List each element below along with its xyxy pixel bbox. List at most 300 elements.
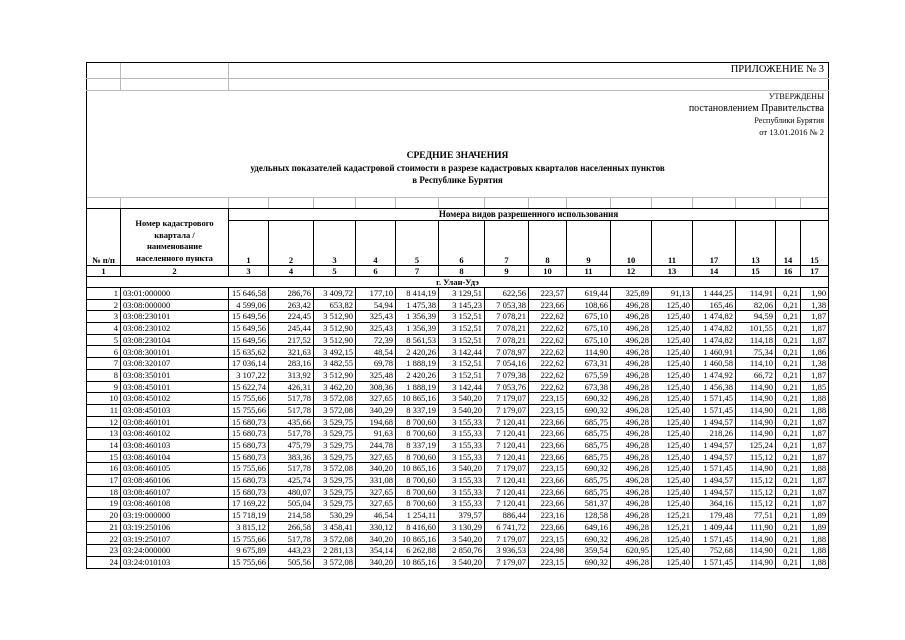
cadastral-quarter-cell: 03:08:350101	[121, 369, 229, 381]
value-cell: 7 078,21	[485, 334, 529, 346]
value-cell: 0,21	[776, 533, 801, 545]
table-header-row	[87, 209, 829, 221]
value-cell: 283,16	[269, 358, 314, 370]
value-cell: 3 529,75	[314, 439, 356, 451]
blank-cell	[801, 198, 829, 209]
value-cell: 7 078,21	[485, 311, 529, 323]
value-cell: 3 492,15	[314, 346, 356, 358]
value-cell: 1 409,44	[693, 521, 736, 533]
value-cell: 496,28	[611, 475, 652, 487]
value-cell: 1 254,11	[396, 510, 439, 522]
value-cell: 1,87	[801, 475, 829, 487]
value-cell: 1,87	[801, 416, 829, 428]
value-cell: 91,13	[652, 288, 693, 300]
value-cell: 125,40	[652, 369, 693, 381]
cadastral-quarter-cell: 03:08:230102	[121, 323, 229, 335]
value-cell: 7 120,41	[485, 498, 529, 510]
blank-cell	[314, 198, 356, 209]
value-cell: 114,18	[736, 334, 776, 346]
row-number-cell: 11	[87, 404, 121, 416]
value-cell: 179,48	[693, 510, 736, 522]
table-row	[87, 416, 829, 428]
value-cell: 7 078,97	[485, 346, 529, 358]
value-cell: 325,89	[611, 288, 652, 300]
value-cell: 15 680,73	[229, 416, 269, 428]
table-row	[87, 439, 829, 451]
use-type-number-header: 17	[693, 221, 736, 266]
value-cell: 266,58	[269, 521, 314, 533]
blank-cell	[121, 79, 229, 91]
value-cell: 7 053,38	[485, 299, 529, 311]
value-cell: 125,40	[652, 545, 693, 557]
value-cell: 111,90	[736, 521, 776, 533]
spacer-grid-row	[87, 198, 829, 209]
value-cell: 3 155,33	[439, 416, 485, 428]
value-cell: 0,21	[776, 404, 801, 416]
value-cell: 1,87	[801, 498, 829, 510]
document-title: СРЕДНИЕ ЗНАЧЕНИЯ	[87, 151, 829, 163]
value-cell: 325,43	[356, 323, 396, 335]
value-cell: 685,75	[567, 416, 611, 428]
value-cell: 222,62	[529, 369, 567, 381]
value-cell: 313,92	[269, 369, 314, 381]
value-cell: 496,28	[611, 369, 652, 381]
value-cell: 496,28	[611, 463, 652, 475]
value-cell: 7 078,21	[485, 323, 529, 335]
value-cell: 125,40	[652, 358, 693, 370]
blank-cell	[529, 198, 567, 209]
value-cell: 3 572,08	[314, 556, 356, 568]
table-row	[87, 510, 829, 522]
document-subtitle-line1: удельных показателей кадастровой стоимости в разрезе кадастровых кварталов населенных пунктов	[87, 163, 829, 175]
column-index-cell: 7	[396, 266, 439, 277]
blank-cell	[229, 79, 829, 91]
value-cell: 223,66	[529, 299, 567, 311]
value-cell: 3 155,33	[439, 451, 485, 463]
value-cell: 685,75	[567, 428, 611, 440]
column-index-cell: 8	[439, 266, 485, 277]
value-cell: 443,23	[269, 545, 314, 557]
value-cell: 3 529,75	[314, 451, 356, 463]
value-cell: 325,48	[356, 369, 396, 381]
value-cell: 496,28	[611, 334, 652, 346]
decree-date-row	[87, 127, 829, 139]
blank-cell	[87, 187, 829, 198]
value-cell: 15 680,73	[229, 439, 269, 451]
value-cell: 125,40	[652, 463, 693, 475]
blank-cell	[229, 198, 269, 209]
table-row	[87, 533, 829, 545]
column-index-cell: 6	[356, 266, 396, 277]
value-cell: 3 512,90	[314, 369, 356, 381]
blank-cell	[87, 79, 121, 91]
value-cell: 517,78	[269, 463, 314, 475]
value-cell: 496,28	[611, 486, 652, 498]
value-cell: 7 079,38	[485, 369, 529, 381]
value-cell: 222,62	[529, 311, 567, 323]
value-cell: 245,44	[269, 323, 314, 335]
value-cell: 327,65	[356, 498, 396, 510]
value-cell: 7 179,07	[485, 463, 529, 475]
section-row	[87, 277, 829, 288]
value-cell: 125,40	[652, 451, 693, 463]
value-cell: 10 865,16	[396, 556, 439, 568]
value-cell: 0,21	[776, 346, 801, 358]
value-cell: 7 179,07	[485, 393, 529, 405]
value-cell: 224,98	[529, 545, 567, 557]
cadastral-quarter-cell: 03:08:450103	[121, 404, 229, 416]
value-cell: 115,12	[736, 486, 776, 498]
value-cell: 101,55	[736, 323, 776, 335]
value-cell: 517,78	[269, 533, 314, 545]
value-cell: 3 130,29	[439, 521, 485, 533]
blank-cell	[396, 198, 439, 209]
value-cell: 496,28	[611, 381, 652, 393]
value-cell: 125,40	[652, 311, 693, 323]
value-cell: 7 120,41	[485, 451, 529, 463]
value-cell: 0,21	[776, 486, 801, 498]
blank-cell	[87, 198, 121, 209]
use-type-number-header: 4	[356, 221, 396, 266]
value-cell: 3 540,20	[439, 404, 485, 416]
value-cell: 15 622,74	[229, 381, 269, 393]
value-cell: 383,36	[269, 451, 314, 463]
value-cell: 1 444,25	[693, 288, 736, 300]
use-types-header: Номера видов разрешенного использования	[229, 209, 829, 221]
use-type-number-header: 9	[567, 221, 611, 266]
value-cell: 327,65	[356, 393, 396, 405]
cadastral-quarter-cell: 03:08:300101	[121, 346, 229, 358]
table-row	[87, 334, 829, 346]
column-index-cell: 12	[611, 266, 652, 277]
value-cell: 3 152,51	[439, 369, 485, 381]
value-cell: 3 572,08	[314, 533, 356, 545]
value-cell: 114,91	[736, 288, 776, 300]
value-cell: 244,78	[356, 439, 396, 451]
value-cell: 114,90	[736, 428, 776, 440]
value-cell: 1,88	[801, 533, 829, 545]
value-cell: 1,87	[801, 369, 829, 381]
value-cell: 1,88	[801, 545, 829, 557]
value-cell: 1 494,57	[693, 486, 736, 498]
value-cell: 72,39	[356, 334, 396, 346]
value-cell: 1,86	[801, 346, 829, 358]
value-cell: 115,12	[736, 475, 776, 487]
value-cell: 218,26	[693, 428, 736, 440]
value-cell: 0,21	[776, 381, 801, 393]
value-cell: 223,15	[529, 463, 567, 475]
value-cell: 114,90	[736, 463, 776, 475]
value-cell: 3 815,12	[229, 521, 269, 533]
table-row	[87, 381, 829, 393]
row-number-cell: 24	[87, 556, 121, 568]
table-row	[87, 311, 829, 323]
value-cell: 480,07	[269, 486, 314, 498]
value-cell: 1 460,58	[693, 358, 736, 370]
value-cell: 1 571,45	[693, 404, 736, 416]
value-cell: 114,90	[736, 545, 776, 557]
value-cell: 125,40	[652, 475, 693, 487]
value-cell: 1,88	[801, 463, 829, 475]
value-cell: 3 936,53	[485, 545, 529, 557]
value-cell: 1,85	[801, 381, 829, 393]
value-cell: 15 635,62	[229, 346, 269, 358]
value-cell: 1,38	[801, 358, 829, 370]
value-cell: 125,40	[652, 381, 693, 393]
value-cell: 496,28	[611, 346, 652, 358]
value-cell: 653,82	[314, 299, 356, 311]
value-cell: 114,90	[567, 346, 611, 358]
value-cell: 125,40	[652, 498, 693, 510]
cadastral-quarter-cell: 03:08:450102	[121, 393, 229, 405]
value-cell: 8 700,60	[396, 475, 439, 487]
decree-date-label: от 13.01.2016 № 2	[87, 127, 829, 139]
column-index-cell: 4	[269, 266, 314, 277]
row-number-cell: 19	[87, 498, 121, 510]
value-cell: 7 179,07	[485, 533, 529, 545]
value-cell: 125,21	[652, 521, 693, 533]
value-cell: 1 494,57	[693, 451, 736, 463]
value-cell: 8 337,19	[396, 439, 439, 451]
use-type-number-header: 11	[652, 221, 693, 266]
blank-cell	[611, 198, 652, 209]
value-cell: 108,66	[567, 299, 611, 311]
value-cell: 223,66	[529, 416, 567, 428]
value-cell: 1 474,82	[693, 323, 736, 335]
use-type-number-header: 1	[229, 221, 269, 266]
value-cell: 8 337,19	[396, 404, 439, 416]
value-cell: 223,66	[529, 475, 567, 487]
blank-cell	[776, 198, 801, 209]
value-cell: 15 680,73	[229, 486, 269, 498]
value-cell: 7 120,41	[485, 416, 529, 428]
cadastral-quarter-cell: 03:08:230104	[121, 334, 229, 346]
value-cell: 223,15	[529, 533, 567, 545]
value-cell: 3 152,51	[439, 323, 485, 335]
value-cell: 1,87	[801, 334, 829, 346]
cadastral-quarter-cell: 03:08:450101	[121, 381, 229, 393]
value-cell: 15 680,73	[229, 428, 269, 440]
value-cell: 125,40	[652, 556, 693, 568]
value-cell: 7 179,07	[485, 404, 529, 416]
value-cell: 0,21	[776, 299, 801, 311]
table-row	[87, 463, 829, 475]
value-cell: 8 414,19	[396, 288, 439, 300]
row-number-cell: 18	[87, 486, 121, 498]
value-cell: 517,78	[269, 428, 314, 440]
value-cell: 3 155,33	[439, 439, 485, 451]
value-cell: 223,66	[529, 498, 567, 510]
value-cell: 496,28	[611, 404, 652, 416]
value-cell: 54,94	[356, 299, 396, 311]
value-cell: 1 888,19	[396, 358, 439, 370]
value-cell: 649,16	[567, 521, 611, 533]
table-row	[87, 486, 829, 498]
value-cell: 886,44	[485, 510, 529, 522]
use-type-number-header: 10	[611, 221, 652, 266]
value-cell: 222,62	[529, 323, 567, 335]
value-cell: 223,66	[529, 428, 567, 440]
appendix-row	[87, 63, 829, 79]
table-row	[87, 369, 829, 381]
value-cell: 3 155,33	[439, 428, 485, 440]
value-cell: 622,56	[485, 288, 529, 300]
blank-cell	[87, 139, 829, 151]
value-cell: 4 599,06	[229, 299, 269, 311]
cadastral-quarter-cell: 03:24:000000	[121, 545, 229, 557]
column-index-row	[87, 266, 829, 277]
table-row	[87, 288, 829, 300]
spacer-row	[87, 79, 829, 91]
quarter-header-line: Номер кадастрового	[135, 218, 214, 228]
value-cell: 327,65	[356, 486, 396, 498]
decree-by-label: постановлением Правительства	[87, 103, 829, 115]
value-cell: 3 155,33	[439, 486, 485, 498]
value-cell: 475,79	[269, 439, 314, 451]
quarter-header-line: квартала /	[154, 229, 195, 240]
value-cell: 517,78	[269, 404, 314, 416]
value-cell: 125,40	[652, 428, 693, 440]
value-cell: 308,36	[356, 381, 396, 393]
value-cell: 620,95	[611, 545, 652, 557]
value-cell: 0,21	[776, 475, 801, 487]
value-cell: 6 262,88	[396, 545, 439, 557]
value-cell: 0,21	[776, 323, 801, 335]
value-cell: 3 529,75	[314, 416, 356, 428]
value-cell: 1,89	[801, 510, 829, 522]
value-cell: 222,62	[529, 358, 567, 370]
value-cell: 1,88	[801, 393, 829, 405]
blank-cell	[652, 198, 693, 209]
table-row	[87, 545, 829, 557]
value-cell: 675,10	[567, 334, 611, 346]
value-cell: 331,08	[356, 475, 396, 487]
value-cell: 1,88	[801, 404, 829, 416]
value-cell: 8 700,60	[396, 498, 439, 510]
value-cell: 7 120,41	[485, 486, 529, 498]
value-cell: 3 529,75	[314, 486, 356, 498]
use-type-number-header: 7	[485, 221, 529, 266]
section-title: г. Улан-Удэ	[87, 277, 829, 288]
value-cell: 685,75	[567, 475, 611, 487]
value-cell: 690,32	[567, 463, 611, 475]
value-cell: 9 675,89	[229, 545, 269, 557]
value-cell: 3 129,51	[439, 288, 485, 300]
value-cell: 1 474,92	[693, 369, 736, 381]
value-cell: 15 649,56	[229, 323, 269, 335]
value-cell: 690,32	[567, 393, 611, 405]
cadastral-quarter-cell: 03:08:460101	[121, 416, 229, 428]
column-index-cell: 11	[567, 266, 611, 277]
table-row	[87, 428, 829, 440]
value-cell: 3 155,33	[439, 498, 485, 510]
row-number-cell: 9	[87, 381, 121, 393]
row-number-cell: 7	[87, 358, 121, 370]
value-cell: 17 169,22	[229, 498, 269, 510]
value-cell: 223,66	[529, 439, 567, 451]
value-cell: 114,90	[736, 381, 776, 393]
value-cell: 286,76	[269, 288, 314, 300]
value-cell: 496,28	[611, 311, 652, 323]
value-cell: 125,40	[652, 439, 693, 451]
spacer-row	[87, 187, 829, 198]
blank-cell	[485, 198, 529, 209]
value-cell: 10 865,16	[396, 533, 439, 545]
value-cell: 1,87	[801, 311, 829, 323]
value-cell: 15 680,73	[229, 451, 269, 463]
column-index-cell: 2	[121, 266, 229, 277]
value-cell: 3 512,90	[314, 323, 356, 335]
value-cell: 496,28	[611, 299, 652, 311]
value-cell: 223,16	[529, 510, 567, 522]
cadastral-quarter-cell: 03:08:460103	[121, 439, 229, 451]
value-cell: 3 458,41	[314, 521, 356, 533]
column-index-cell: 5	[314, 266, 356, 277]
value-cell: 0,21	[776, 556, 801, 568]
column-index-cell: 14	[693, 266, 736, 277]
row-number-cell: 23	[87, 545, 121, 557]
value-cell: 3 572,08	[314, 404, 356, 416]
value-cell: 321,63	[269, 346, 314, 358]
blank-cell	[693, 198, 736, 209]
value-cell: 685,75	[567, 486, 611, 498]
value-cell: 114,10	[736, 358, 776, 370]
use-type-number-header: 6	[439, 221, 485, 266]
value-cell: 0,21	[776, 428, 801, 440]
value-cell: 3 540,20	[439, 393, 485, 405]
row-number-cell: 12	[87, 416, 121, 428]
value-cell: 114,90	[736, 556, 776, 568]
value-cell: 3 529,75	[314, 428, 356, 440]
value-cell: 673,38	[567, 381, 611, 393]
appendix-label: ПРИЛОЖЕНИЕ № 3	[229, 63, 829, 79]
value-cell: 3 572,08	[314, 393, 356, 405]
value-cell: 15 755,66	[229, 533, 269, 545]
value-cell: 3 152,51	[439, 334, 485, 346]
value-cell: 3 572,08	[314, 463, 356, 475]
value-cell: 3 540,20	[439, 556, 485, 568]
value-cell: 125,24	[736, 439, 776, 451]
value-cell: 505,56	[269, 556, 314, 568]
value-cell: 505,04	[269, 498, 314, 510]
value-cell: 3 152,51	[439, 358, 485, 370]
value-cell: 8 700,60	[396, 416, 439, 428]
value-cell: 125,40	[652, 334, 693, 346]
value-cell: 1,87	[801, 428, 829, 440]
use-type-number-header: 3	[314, 221, 356, 266]
row-number-cell: 17	[87, 475, 121, 487]
value-cell: 82,06	[736, 299, 776, 311]
value-cell: 125,40	[652, 404, 693, 416]
value-cell: 15 755,66	[229, 556, 269, 568]
value-cell: 1,89	[801, 521, 829, 533]
value-cell: 619,44	[567, 288, 611, 300]
value-cell: 1 474,82	[693, 311, 736, 323]
value-cell: 222,62	[529, 346, 567, 358]
value-cell: 263,42	[269, 299, 314, 311]
value-cell: 690,32	[567, 404, 611, 416]
value-cell: 0,21	[776, 451, 801, 463]
use-type-number-header: 8	[529, 221, 567, 266]
value-cell: 224,45	[269, 311, 314, 323]
value-cell: 8 561,53	[396, 334, 439, 346]
value-cell: 48,54	[356, 346, 396, 358]
value-cell: 7 053,76	[485, 381, 529, 393]
use-type-number-header: 14	[776, 221, 801, 266]
quarter-header-line: населенного пункта	[136, 252, 213, 263]
value-cell: 496,28	[611, 439, 652, 451]
value-cell: 426,31	[269, 381, 314, 393]
